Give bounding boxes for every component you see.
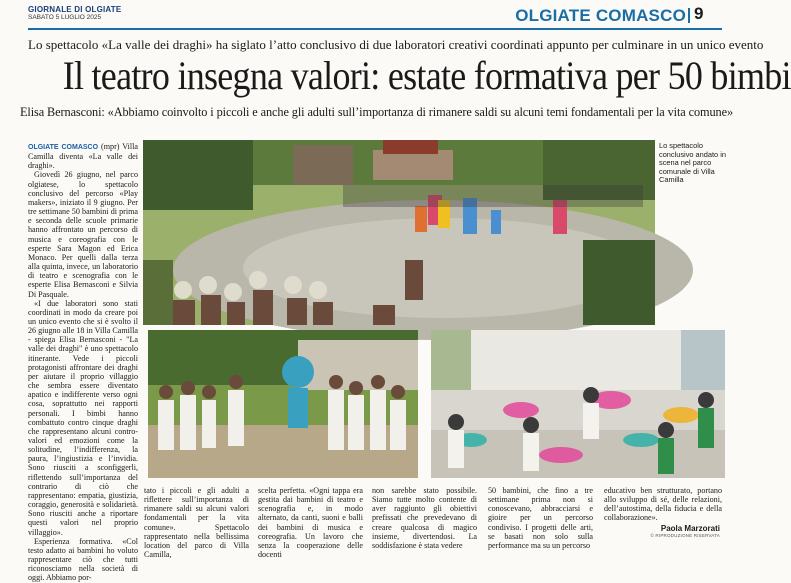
column-4-text: non sarebbe stato possibile. Siamo tutte molto contente di aver raggiunto gli obiettivi prefissati che prevedevano di creare qualcosa di magico insieme, divertendosi. La soddisfazione è stata vedere bbox=[372, 486, 477, 550]
article-column-6 bbox=[604, 486, 722, 523]
photo-costumes bbox=[148, 330, 418, 478]
dateline: OLGIATE COMASCO bbox=[28, 144, 99, 151]
copyright-note: © RIPRODUZIONE RISERVATA bbox=[650, 532, 720, 538]
paper-name: GIORNALE DI OLGIATE bbox=[28, 5, 122, 14]
lead-text: (mpr) Villa Camilla diventa «La valle dei draghi». bbox=[28, 142, 139, 171]
body-paragraph-2: «I due laboratori sono stati coordinati in modo da creare poi un unico evento che si è svolto il 26 giugno alle 18 in Villa Camilla - spiega Elisa Bernasconi - "La valle dei draghi" è uno spettacolo itinerante. Vede i piccoli protagonisti affrontare dei draghi per aiutare il proprio villaggio che sembra essere diventato apatico e indifferente verso ogni cosa, soprattutto nei rapporti personali. I bimbi hanno combattuto contro cinque draghi che rappresentano alcuni contro-valori ed emozioni come la solitudine, l’indifferenza, la paura, l’ingiustizia e l’invidia. Sono riusciti a sconfiggerli, riflettendo sull’importanza del contrario di ciò che rappresentano: empatia, giustizia, coraggio, generosità e solidarietà. Sono riusciti anche a riportare questi valori nel proprio villaggio». bbox=[28, 298, 138, 537]
article-column-4 bbox=[372, 486, 477, 550]
column-2-text: tato i piccoli e gli adulti a riflettere sull’importanza di rimanere saldi su alcuni valori fondamentali per la vita comune». Spettacolo rappresentato nella bellissima location del parco di Villa Camilla, bbox=[144, 486, 249, 560]
column-5-text: 50 bambini, che fino a tre settimane prima non si conoscevano, abbracciarsi e gioire per un percorso condiviso. I progetti delle arti, se basati non solo sulla performance ma su un percorso bbox=[488, 486, 593, 550]
column-3-text: scelta perfetta. «Ogni tappa era gestita dai bambini di teatro e scenografia e, in modo alternato, da canti, suoni e balli dei bambini di musica e coreografia. Un lavoro che senza la cooperazione delle docenti bbox=[258, 486, 363, 560]
article-headline: Il teatro insegna valori: estate formativa per 50 bimbi bbox=[62, 53, 791, 98]
article-kicker: Lo spettacolo «La valle dei draghi» ha siglato l’atto conclusivo di due laboratori creativi coordinati appunto per culminare in un unico evento bbox=[28, 37, 764, 52]
article-column-2 bbox=[144, 486, 249, 559]
article-column-5 bbox=[488, 486, 593, 550]
issue-date: SABATO 5 LUGLIO 2025 bbox=[28, 14, 102, 22]
article-subheadline: Elisa Bernasconi: «Abbiamo coinvolto i piccoli e anche gli adulti sull’importanza di rimanere saldi su alcuni temi fondamentali per la vita comune» bbox=[20, 105, 733, 119]
main-photo bbox=[143, 140, 655, 325]
article-column-3 bbox=[258, 486, 363, 559]
byline bbox=[650, 525, 720, 539]
section-title: OLGIATE COMASCO bbox=[515, 6, 686, 25]
page-number: 9 bbox=[694, 4, 704, 23]
body-paragraph-1: Giovedì 26 giugno, nel parco olgiatese, lo spettacolo conclusivo del percorso «Play makers», iniziato il 9 giugno. Per tre settimane 50 bambini di prima e seconda delle scuole primarie hanno affrontato un percorso di musica e coreografia con le esperte Sara Magon ed Erica Monaco. Per quelli dalla terza alla quinta, invece, un laboratorio di teatro e scenografia con le esperte Elisa Bernasconi e Silvia Di Pasquale. bbox=[28, 170, 138, 299]
main-photo-caption: Lo spettacolo conclusivo andato in scena nel parco comunale di Villa Camilla bbox=[659, 141, 726, 185]
article-column-1 bbox=[28, 142, 139, 583]
masthead-separator bbox=[688, 8, 690, 23]
masthead-rule bbox=[28, 28, 722, 30]
column-6-text: educativo ben strutturato, portano allo sviluppo di sé, delle relazioni, dell’autostima, della fiducia e della collaborazione». bbox=[604, 486, 722, 523]
body-paragraph-3: Esperienza formativa. «Col testo adatto ai bambini ho voluto rappresentare ciò che tutti riconosciamo nella società di oggi. Abbiamo por- bbox=[28, 536, 138, 583]
lead-paragraph bbox=[28, 142, 138, 170]
photo-dance bbox=[431, 330, 725, 478]
author-name: Paola Marzorati bbox=[660, 524, 720, 533]
